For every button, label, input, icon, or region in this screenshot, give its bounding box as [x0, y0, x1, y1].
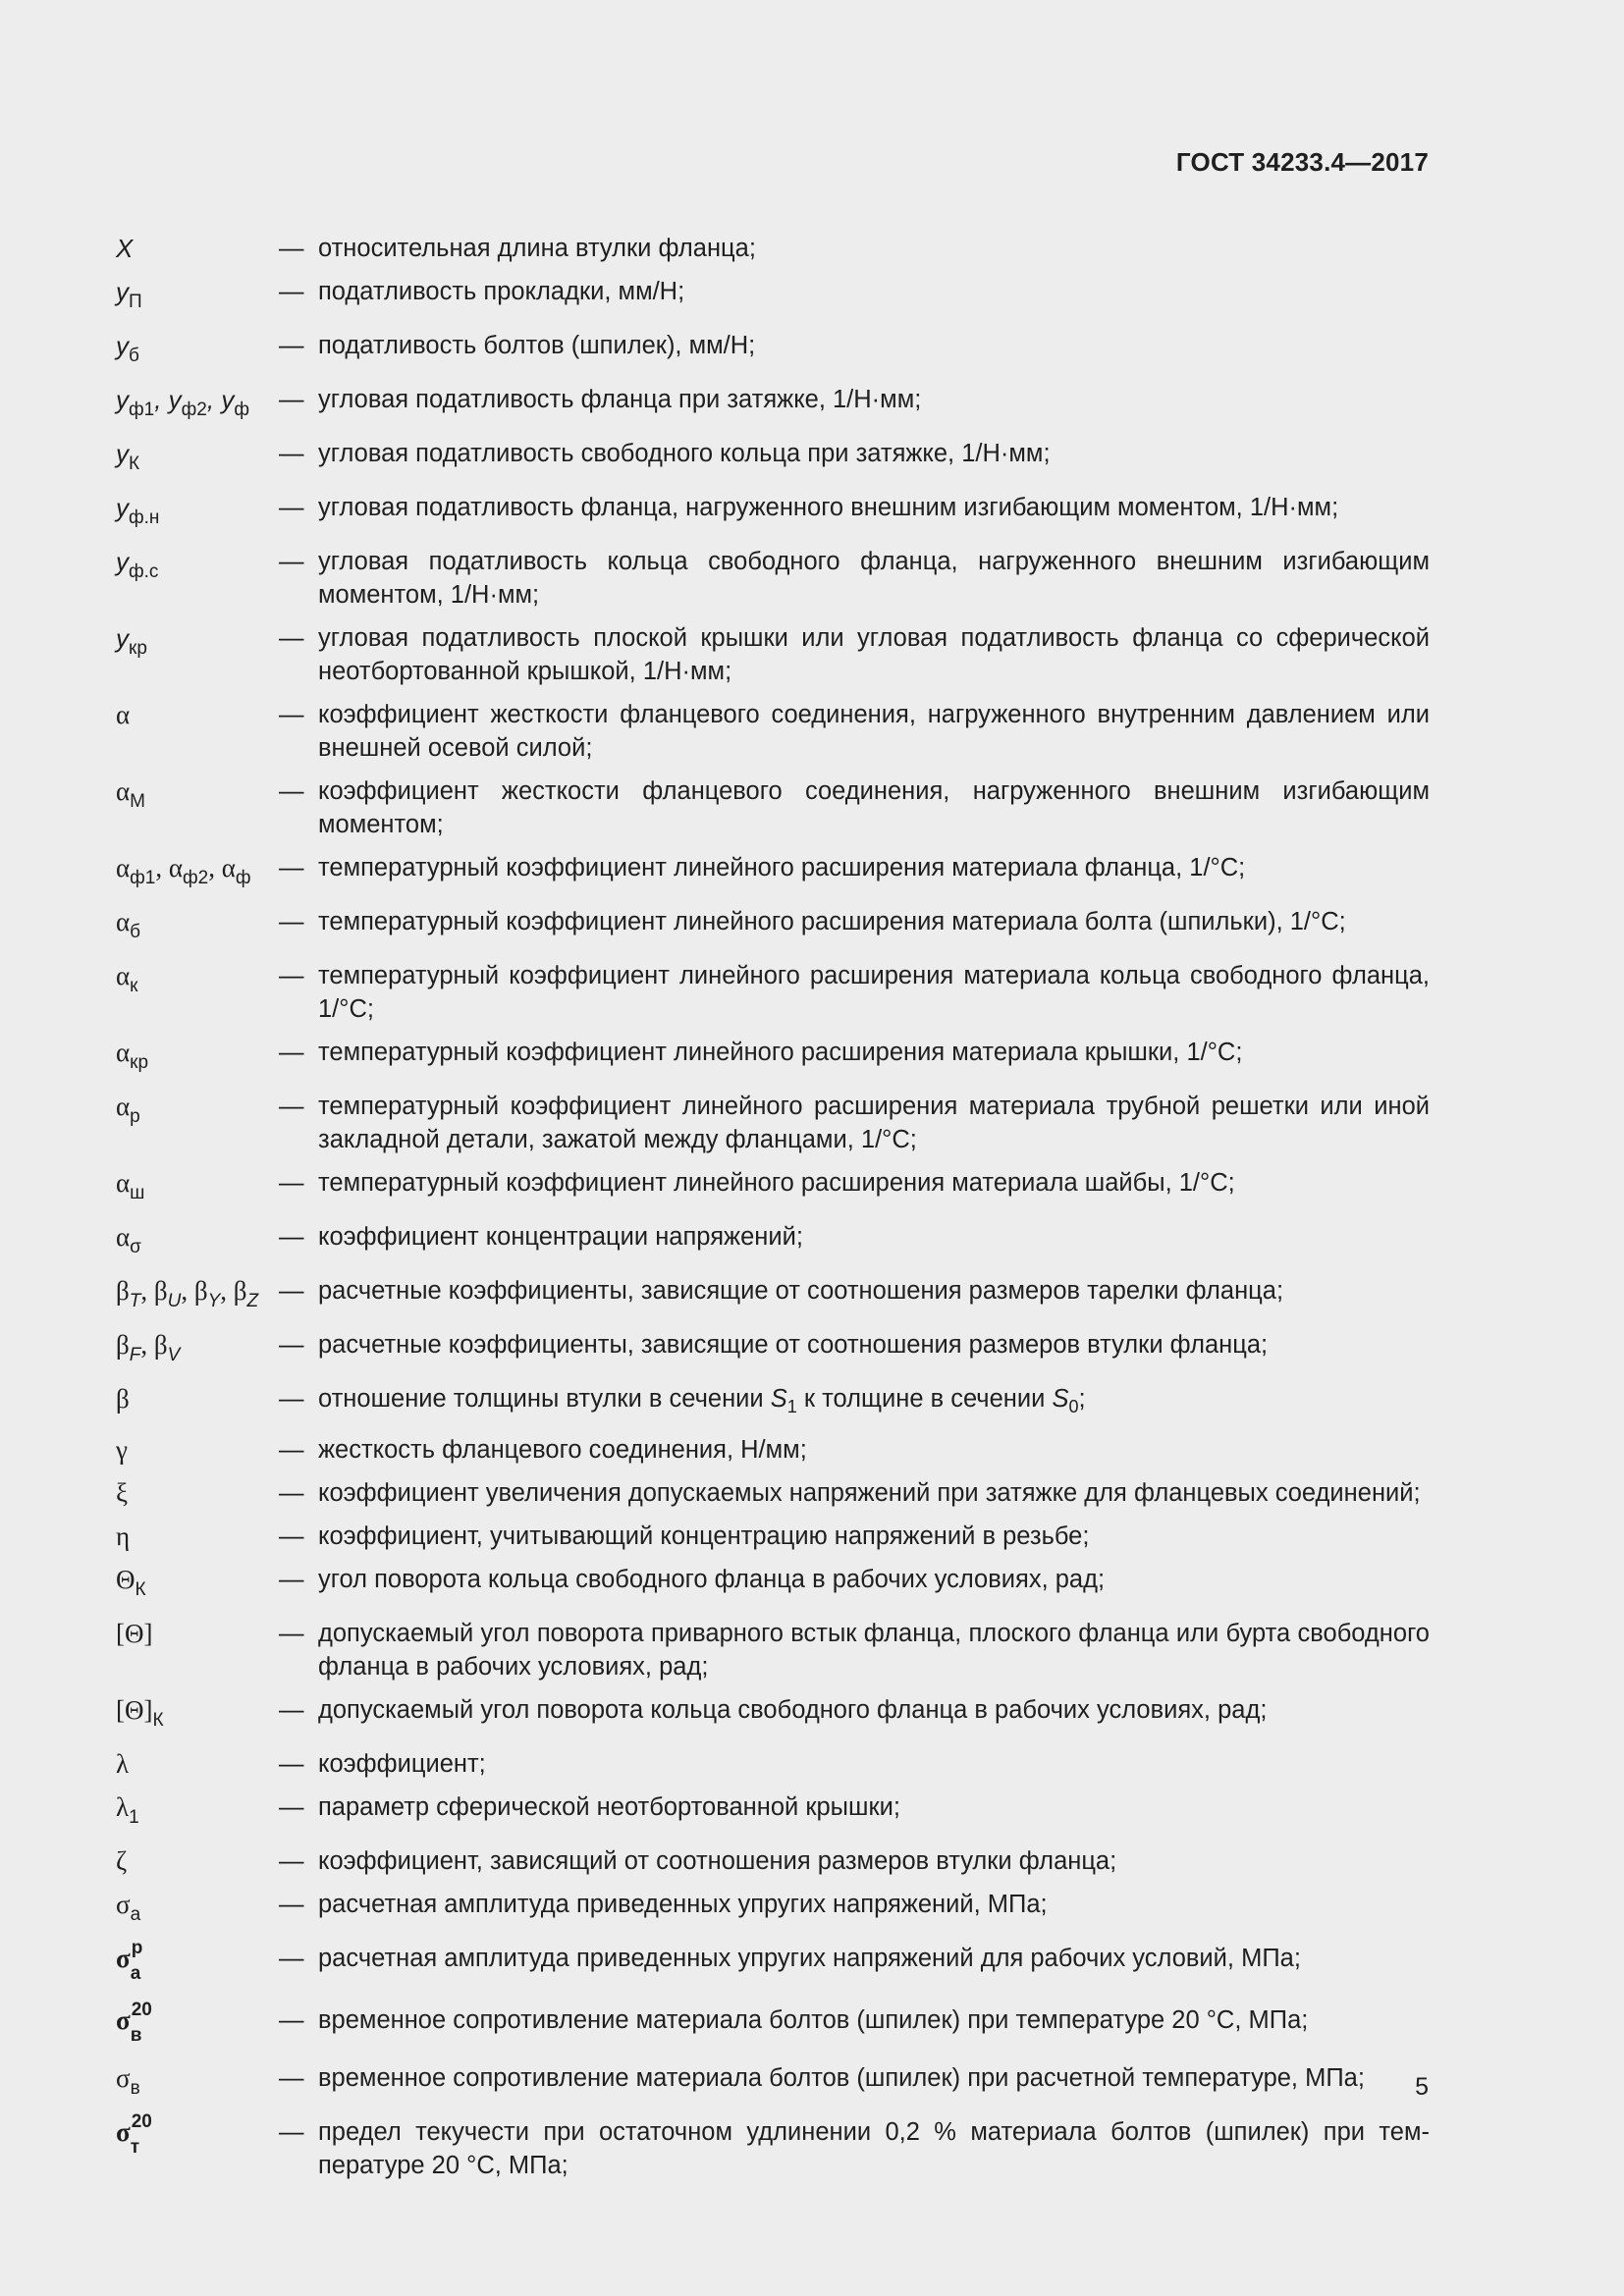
symbol: $y_{ф.н}$: [116, 493, 160, 528]
list-item: $\alpha_р$ — температурный коэффициент линейного расширения материала трубной решетки или иной закладной детали, зажатой между фланцами, 1/°С;: [116, 1090, 1430, 1156]
symbol: $\Theta_К$: [116, 1565, 146, 1600]
symbol: γ: [116, 1435, 128, 1465]
definition: коэффициент жесткости фланцевого соединения, нагруженного внутренним давлением или внешней осевой силой;: [318, 701, 1430, 762]
list-item: $y_б$ — податливость болтов (шпилек), мм/Н;: [116, 329, 1430, 373]
symbol: λ: [116, 1749, 130, 1779]
definition: относительная длина втулки фланца;: [318, 235, 756, 262]
list-item: $\alpha_ш$ — температурный коэффициент линейного расширения материала шайбы, 1/°С;: [116, 1166, 1430, 1210]
list-item: γ — жесткость фланцевого соединения, Н/мм;: [116, 1433, 1430, 1467]
list-item: σ 20 $_т$ — предел текучести при остаточном удлинении 0,2 % материала болтов (шпилек) при температуре 20 °С, МПа;: [116, 2115, 1430, 2182]
symbol: $\alpha_р$: [116, 1092, 140, 1127]
symbol: η: [116, 1522, 131, 1551]
definition: временное сопротивление материала болтов (шпилек) при температуре 20 °С, МПа;: [318, 2006, 1309, 2034]
list-item: $y_{ф.н}$ — угловая податливость фланца, нагруженного внешним изгибающим моментом, 1/Н·мм;: [116, 491, 1430, 535]
symbol: σ 20 $_т$: [116, 2111, 152, 2158]
definition: коэффициент;: [318, 1750, 486, 1778]
definition: отношение толщины втулки в сечении $S_1$ к толщине в сечении $S_0$;: [318, 1385, 1086, 1416]
definition: угловая податливость кольца свободного фланца, нагруженного внешним изгибающим моментом, 1/Н·мм;: [318, 548, 1430, 609]
symbol: $\alpha_М$: [116, 776, 145, 812]
list-item: $\beta_F$, $\beta_V$ — расчетные коэффициенты, зависящие от соотношения размеров втулки фланца;: [116, 1328, 1430, 1372]
list-item: α — коэффициент жесткости фланцевого соединения, нагруженного внутренним давлением или внешней осевой силой;: [116, 698, 1430, 765]
symbol: $y_б$: [116, 331, 139, 366]
definition: коэффициент жесткости фланцевого соединения, нагруженного внешним изгибающим моментом;: [318, 777, 1430, 838]
list-item: $\alpha_М$ — коэффициент жесткости фланцевого соединения, нагруженного внешним изгибающим моментом;: [116, 774, 1430, 841]
page-number: 5: [1415, 2073, 1429, 2101]
symbol: $\alpha_ш$: [116, 1168, 145, 1203]
symbol: $y_П$: [116, 277, 142, 312]
definition: угловая податливость фланца при затяжке, 1/Н·мм;: [318, 386, 922, 413]
definition: коэффициент, учитывающий концентрацию напряжений в резьбе;: [318, 1522, 1090, 1550]
symbol-list: [116, 232, 1430, 2192]
definition: расчетная амплитуда приведенных упругих напряжений, МПа;: [318, 1891, 1048, 1918]
definition: параметр сферической неотбортованной крышки;: [318, 1793, 900, 1821]
list-item: $\alpha_к$ — температурный коэффициент линейного расширения материала кольца свободного фланца, 1/°С;: [116, 959, 1430, 1026]
symbol: $y_{кр}$: [116, 623, 147, 659]
list-item: $y_П$ — податливость прокладки, мм/Н;: [116, 275, 1430, 319]
symbol: ζ: [116, 1846, 128, 1876]
symbol: $\sigma_в$: [116, 2063, 140, 2099]
list-item: σ р $_а$ — расчетная амплитуда приведенных упругих напряжений для рабочих условий, МПа;: [116, 1942, 1430, 1986]
symbol: $\alpha_\sigma$: [116, 1222, 141, 1257]
list-item: $\alpha_{кр}$ — температурный коэффициент линейного расширения материала крышки, 1/°С;: [116, 1036, 1430, 1080]
list-item: X — относительная длина втулки фланца;: [116, 232, 1430, 265]
definition: предел текучести при остаточном удлинении 0,2 % материала болтов (шпилек) при температуре 20 °С, МПа;: [318, 2118, 1430, 2179]
definition: температурный коэффициент линейного расширения материала крышки, 1/°С;: [318, 1039, 1243, 1066]
symbol: $\lambda_1$: [116, 1792, 139, 1828]
symbol: $\alpha_{ф1}$, $\alpha_{ф2}$, $\alpha_ф$: [116, 853, 251, 888]
list-item: $y_К$ — угловая податливость свободного кольца при затяжке, 1/Н·мм;: [116, 437, 1430, 481]
definition: податливость болтов (шпилек), мм/Н;: [318, 332, 756, 359]
symbol: $y_{ф1}$, $y_{ф2}$, $y_ф$: [116, 385, 249, 420]
definition: временное сопротивление материала болтов (шпилек) при расчетной температуре, МПа;: [318, 2064, 1365, 2092]
symbol: σ 20 $_в$: [116, 2000, 152, 2046]
list-item: $y_{ф.с}$ — угловая податливость кольца свободного фланца, нагруженного внешним изгибающим моментом, 1/Н·мм;: [116, 545, 1430, 612]
symbol: $\beta_T$, $\beta_U$, $\beta_Y$, $\beta_Z$: [116, 1276, 259, 1311]
definition: температурный коэффициент линейного расширения материала трубной решетки или иной закладной детали, зажатой между фланцами, 1/°С;: [318, 1093, 1430, 1153]
definition: коэффициент увеличения допускаемых напряжений при затяжке для фланцевых соединений;: [318, 1479, 1421, 1507]
symbol: X: [116, 234, 134, 263]
symbol: σ р $_а$: [116, 1938, 143, 1984]
definition: коэффициент, зависящий от соотношения размеров втулки фланца;: [318, 1847, 1117, 1875]
document-header: ГОСТ 34233.4—2017: [1175, 147, 1429, 177]
list-item: $\sigma_а$ — расчетная амплитуда приведенных упругих напряжений, МПа;: [116, 1888, 1430, 1932]
list-item: ζ — коэффициент, зависящий от соотношения размеров втулки фланца;: [116, 1844, 1430, 1878]
list-item: $y_{ф1}$, $y_{ф2}$, $y_ф$ — угловая податливость фланца при затяжке, 1/Н·мм;: [116, 383, 1430, 427]
symbol: ξ: [116, 1478, 129, 1508]
definition: допускаемый угол поворота приварного встык фланца, плоского фланца или бурта свободного фланца в рабочих условиях, рад;: [318, 1620, 1430, 1681]
list-item: $y_{кр}$ — угловая податливость плоской крышки или угловая податливость фланца со сферической неотбортованной крышкой, 1/Н·мм;: [116, 621, 1430, 688]
definition: расчетные коэффициенты, зависящие от соотношения размеров тарелки фланца;: [318, 1277, 1284, 1305]
symbol: $\alpha_б$: [116, 907, 141, 942]
definition: температурный коэффициент линейного расширения материала фланца, 1/°С;: [318, 854, 1246, 881]
definition: угловая податливость свободного кольца при затяжке, 1/Н·мм;: [318, 440, 1051, 467]
list-item: $[\Theta]_К$ — допускаемый угол поворота кольца свободного фланца в рабочих условиях, рад;: [116, 1693, 1430, 1737]
symbol: β: [116, 1384, 130, 1414]
list-item: $\beta_T$, $\beta_U$, $\beta_Y$, $\beta_Z$ — расчетные коэффициенты, зависящие от соотношения размеров тарелки фланца;: [116, 1274, 1430, 1318]
definition: температурный коэффициент линейного расширения материала болта (шпильки), 1/°С;: [318, 908, 1346, 935]
symbol: $y_К$: [116, 439, 140, 474]
list-item: $\Theta_К$ — угол поворота кольца свободного фланца в рабочих условиях, рад;: [116, 1563, 1430, 1607]
definition: допускаемый угол поворота кольца свободного фланца в рабочих условиях, рад;: [318, 1696, 1268, 1724]
symbol: $\sigma_а$: [116, 1890, 141, 1925]
definition: расчетная амплитуда приведенных упругих напряжений для рабочих условий, МПа;: [318, 1945, 1301, 1972]
definition: температурный коэффициент линейного расширения материала кольца свободного фланца, 1/°С;: [318, 962, 1430, 1023]
definition: температурный коэффициент линейного расширения материала шайбы, 1/°С;: [318, 1169, 1235, 1197]
list-item: $\lambda_1$ — параметр сферической неотбортованной крышки;: [116, 1790, 1430, 1835]
list-item: λ — коэффициент;: [116, 1747, 1430, 1781]
symbol: $y_{ф.с}$: [116, 547, 159, 582]
list-item: $\alpha_б$ — температурный коэффициент линейного расширения материала болта (шпильки), 1/°С;: [116, 905, 1430, 949]
list-item: [Θ] — допускаемый угол поворота приварного встык фланца, плоского фланца или бурта свободного фланца в рабочих условиях, рад;: [116, 1617, 1430, 1683]
definition: коэффициент концентрации напряжений;: [318, 1223, 803, 1251]
definition: податливость прокладки, мм/Н;: [318, 278, 685, 305]
list-item: σ 20 $_в$ — временное сопротивление материала болтов (шпилек) при температуре 20 °С, МПа;: [116, 2003, 1430, 2048]
symbol: [Θ]: [116, 1619, 153, 1648]
definition: угловая податливость фланца, нагруженного внешним изгибающим моментом, 1/Н·мм;: [318, 494, 1339, 521]
definition: жесткость фланцевого соединения, Н/мм;: [318, 1436, 807, 1464]
definition: расчетные коэффициенты, зависящие от соотношения размеров втулки фланца;: [318, 1331, 1269, 1359]
list-item: ξ — коэффициент увеличения допускаемых напряжений при затяжке для фланцевых соединений;: [116, 1476, 1430, 1510]
list-item: $\sigma_в$ — временное сопротивление материала болтов (шпилек) при расчетной температуре, МПа;: [116, 2061, 1430, 2106]
symbol: $\beta_F$, $\beta_V$: [116, 1330, 181, 1365]
list-item: β — отношение толщины втулки в сечении $S_1$ к толщине в сечении $S_0$;: [116, 1382, 1430, 1423]
symbol: $[\Theta]_К$: [116, 1695, 164, 1731]
list-item: η — коэффициент, учитывающий концентрацию напряжений в резьбе;: [116, 1520, 1430, 1553]
list-item: $\alpha_{ф1}$, $\alpha_{ф2}$, $\alpha_ф$ — температурный коэффициент линейного расширения материала фланца, 1/°С;: [116, 851, 1430, 895]
symbol: $\alpha_к$: [116, 961, 138, 996]
symbol: α: [116, 700, 131, 729]
definition: угловая податливость плоской крышки или угловая податливость фланца со сферической неотбортованной крышкой, 1/Н·мм;: [318, 624, 1430, 685]
list-item: $\alpha_\sigma$ — коэффициент концентрации напряжений;: [116, 1220, 1430, 1264]
symbol: $\alpha_{кр}$: [116, 1038, 149, 1073]
definition: угол поворота кольца свободного фланца в рабочих условиях, рад;: [318, 1566, 1106, 1593]
